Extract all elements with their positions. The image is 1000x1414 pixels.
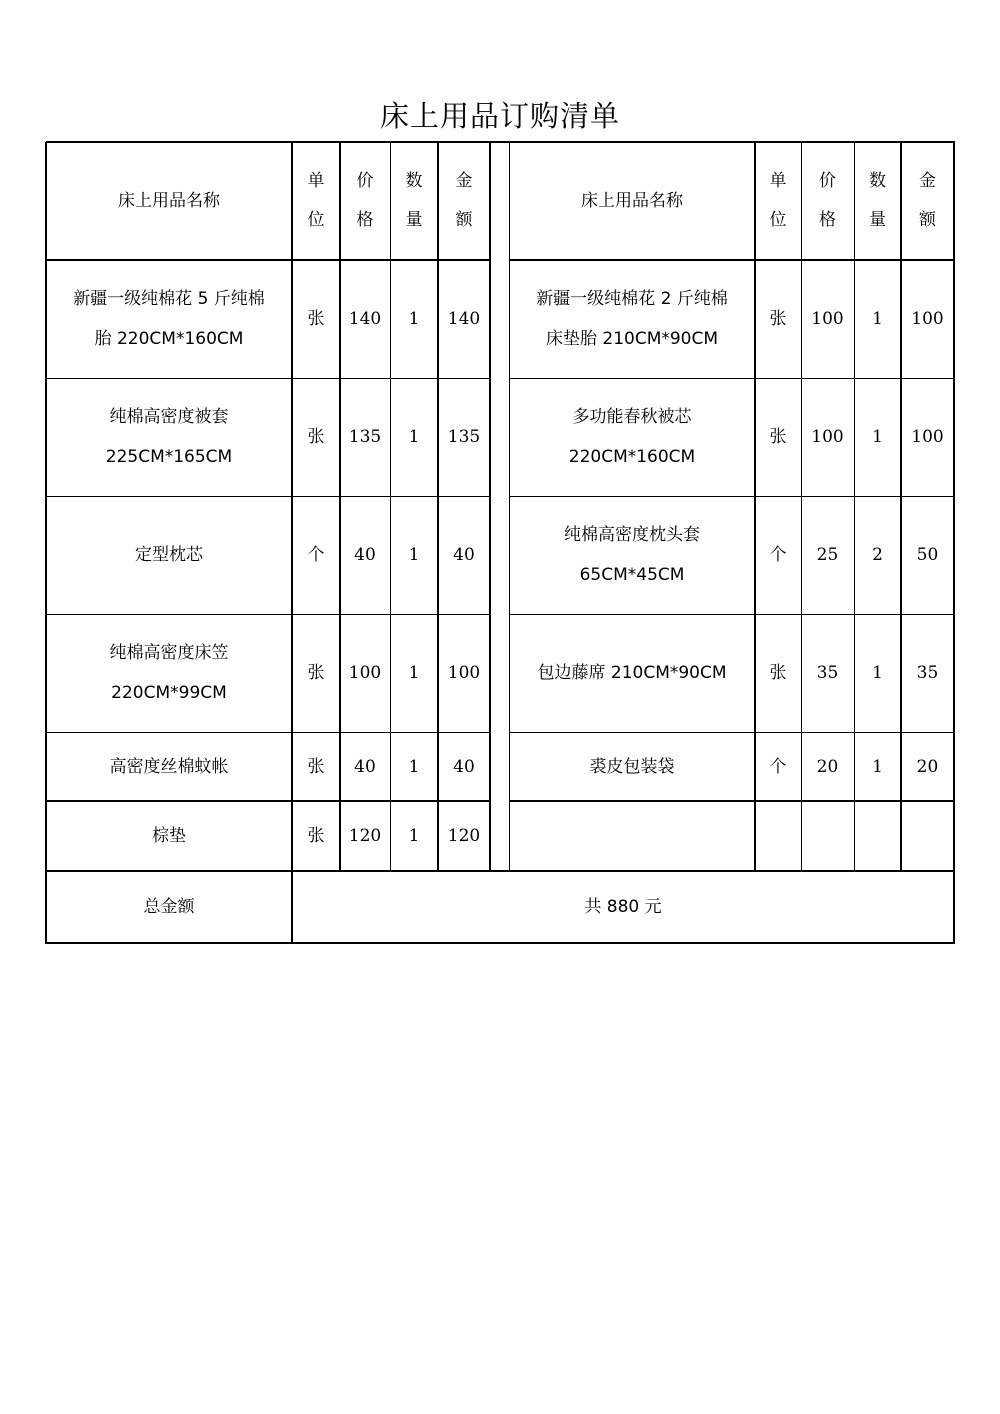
header-char: 额 <box>455 210 473 230</box>
left-item-name <box>46 614 292 732</box>
right-item-qty <box>854 260 901 378</box>
page-title: 床上用品订购清单 <box>379 99 620 133</box>
item-amount: 40 <box>453 756 475 777</box>
right-header-price <box>801 142 854 260</box>
item-name-line1: 新疆一级纯棉花 5 斤纯棉 <box>73 289 265 309</box>
item-qty: 1 <box>408 545 420 565</box>
table-rule <box>291 142 293 944</box>
table-rule <box>854 142 855 871</box>
header-price-label <box>357 162 374 240</box>
item-amount: 100 <box>911 309 944 329</box>
item-price: 100 <box>348 663 382 683</box>
right-item-price <box>801 260 854 378</box>
total-value: 共 880 元 <box>584 897 662 917</box>
item-name <box>537 653 726 693</box>
left-header-unit <box>292 142 340 260</box>
item-unit: 张 <box>769 309 787 329</box>
left-item-unit <box>292 378 340 496</box>
header-price-label <box>819 162 836 240</box>
left-item-qty <box>390 614 438 732</box>
right-item-price <box>801 732 854 801</box>
right-header-name <box>509 142 755 260</box>
header-char: 金 <box>455 171 473 191</box>
table-rule <box>46 496 490 497</box>
table-rule <box>801 142 802 871</box>
right-item-amount <box>901 260 954 378</box>
item-qty: 1 <box>408 663 420 683</box>
item-qty: 1 <box>408 309 420 329</box>
left-item-name <box>46 496 292 614</box>
table-rule <box>900 142 902 871</box>
item-name <box>106 397 232 477</box>
header-char: 金 <box>919 171 936 191</box>
item-name <box>590 747 675 787</box>
item-amount: 100 <box>447 663 481 683</box>
right-item-qty <box>854 614 901 732</box>
table-rule <box>509 142 510 871</box>
item-qty: 1 <box>872 663 883 683</box>
table-rule <box>46 800 490 802</box>
item-unit: 张 <box>307 756 325 777</box>
item-price: 135 <box>348 427 382 447</box>
header-char: 量 <box>869 210 886 230</box>
item-name-line1: 定型枕芯 <box>135 545 203 565</box>
header-char: 位 <box>769 210 787 230</box>
table-rule <box>46 378 490 379</box>
table-rule <box>339 142 341 871</box>
header-amount-label <box>919 162 936 240</box>
right-item-amount <box>901 801 954 871</box>
left-item-name <box>46 378 292 496</box>
item-amount: 50 <box>916 545 939 565</box>
left-item-price <box>340 378 390 496</box>
left-item-unit <box>292 801 340 871</box>
item-name-line1: 多功能春秋被芯 <box>572 407 692 427</box>
item-name-line2: 胎 220CM*160CM <box>94 329 244 349</box>
item-name-line2: 220CM*99CM <box>111 683 227 703</box>
item-amount: 100 <box>911 427 944 447</box>
left-item-amount <box>438 378 490 496</box>
item-unit: 个 <box>769 756 787 777</box>
left-header-qty <box>390 142 438 260</box>
right-item-price <box>801 614 854 732</box>
right-item-name <box>509 378 755 496</box>
table-rule <box>754 142 756 871</box>
right-item-amount <box>901 378 954 496</box>
header-unit-label <box>770 162 787 240</box>
right-item-price <box>801 496 854 614</box>
left-item-qty <box>390 801 438 871</box>
left-item-amount <box>438 614 490 732</box>
item-name <box>564 515 700 595</box>
left-item-qty <box>390 378 438 496</box>
left-item-price <box>340 496 390 614</box>
header-qty-label <box>869 162 886 240</box>
item-name-line1: 纯棉高密度枕头套 <box>564 525 700 545</box>
item-name-line1: 纯棉高密度床笠 <box>109 643 229 663</box>
total-label-cell <box>46 871 292 943</box>
item-amount: 120 <box>447 826 481 846</box>
table-rule <box>509 496 955 497</box>
right-item-unit <box>755 614 801 732</box>
header-name-label: 床上用品名称 <box>118 191 220 211</box>
left-item-amount <box>438 260 490 378</box>
item-unit: 张 <box>307 309 325 329</box>
item-amount: 40 <box>453 545 475 565</box>
left-item-price <box>340 614 390 732</box>
header-unit-label <box>308 162 325 240</box>
left-item-amount <box>438 496 490 614</box>
left-item-price <box>340 732 390 801</box>
right-item-unit <box>755 496 801 614</box>
item-name <box>569 397 695 477</box>
header-char: 价 <box>819 171 836 191</box>
right-header-unit <box>755 142 801 260</box>
left-item-unit <box>292 732 340 801</box>
left-item-amount <box>438 801 490 871</box>
table-rule <box>46 259 490 261</box>
right-item-qty <box>854 801 901 871</box>
item-name-line1: 新疆一级纯棉花 2 斤纯棉 <box>536 289 728 309</box>
left-item-name <box>46 801 292 871</box>
table-rule <box>46 614 490 615</box>
table-rule <box>953 142 955 944</box>
left-item-qty <box>390 732 438 801</box>
right-item-qty <box>854 378 901 496</box>
left-item-unit <box>292 614 340 732</box>
header-char: 单 <box>769 171 787 191</box>
table-rule <box>46 732 490 733</box>
item-price: 40 <box>354 545 376 565</box>
item-amount: 35 <box>916 663 939 683</box>
left-item-qty <box>390 260 438 378</box>
item-name-line2: 225CM*165CM <box>105 447 233 467</box>
item-name <box>73 279 265 359</box>
item-price: 25 <box>816 545 839 565</box>
item-amount: 20 <box>916 756 939 777</box>
right-header-qty <box>854 142 901 260</box>
table-rule <box>509 259 955 261</box>
table-rule <box>509 378 955 379</box>
item-name <box>110 747 229 787</box>
item-qty: 1 <box>408 427 420 447</box>
left-header-name <box>46 142 292 260</box>
left-header-price <box>340 142 390 260</box>
right-item-price <box>801 801 854 871</box>
header-char: 格 <box>356 210 374 230</box>
item-price: 140 <box>348 309 382 329</box>
right-item-qty <box>854 732 901 801</box>
item-name-line1: 纯棉高密度被套 <box>109 407 229 427</box>
left-item-qty <box>390 496 438 614</box>
header-char: 单 <box>307 171 325 191</box>
total-label: 总金额 <box>143 897 195 917</box>
right-item-amount <box>901 496 954 614</box>
table-rule <box>45 142 47 944</box>
item-name-line2: 床垫胎 210CM*90CM <box>545 329 719 349</box>
item-qty: 1 <box>872 756 883 777</box>
item-name <box>110 633 229 713</box>
header-char: 位 <box>307 210 325 230</box>
right-item-price <box>801 378 854 496</box>
right-item-qty <box>854 496 901 614</box>
table-rule <box>46 141 955 143</box>
right-item-unit <box>755 378 801 496</box>
item-name-line1: 包边藤席 210CM*90CM <box>537 663 727 683</box>
right-item-name <box>509 732 755 801</box>
header-char: 格 <box>819 210 836 230</box>
item-price: 100 <box>811 309 844 329</box>
left-item-name <box>46 260 292 378</box>
item-name-line1: 棕垫 <box>152 826 186 846</box>
table-rule <box>509 614 955 615</box>
left-item-price <box>340 260 390 378</box>
table-rule <box>46 870 955 872</box>
left-item-price <box>340 801 390 871</box>
table-rule <box>489 142 491 871</box>
item-name <box>152 816 186 856</box>
item-name <box>135 535 203 575</box>
item-qty: 1 <box>872 309 883 329</box>
item-unit: 张 <box>769 663 787 683</box>
item-amount: 140 <box>447 309 481 329</box>
right-item-name <box>509 496 755 614</box>
header-qty-label <box>406 162 423 240</box>
header-char: 数 <box>869 171 886 191</box>
left-header-amount <box>438 142 490 260</box>
left-item-unit <box>292 260 340 378</box>
table-rule <box>509 732 955 733</box>
header-char: 数 <box>405 171 423 191</box>
left-item-name <box>46 732 292 801</box>
item-price: 100 <box>811 427 844 447</box>
item-name-line2: 220CM*160CM <box>568 447 696 467</box>
item-name-line1: 高密度丝棉蚊帐 <box>109 756 229 777</box>
header-char: 价 <box>356 171 374 191</box>
item-qty: 1 <box>408 826 420 846</box>
table-rule <box>46 942 955 944</box>
item-name-line2: 65CM*45CM <box>579 565 685 585</box>
item-unit: 张 <box>769 427 787 447</box>
table-rule <box>390 142 391 871</box>
right-item-unit <box>755 260 801 378</box>
right-item-name <box>509 801 755 871</box>
right-item-amount <box>901 732 954 801</box>
item-unit: 张 <box>307 427 325 447</box>
table-rule <box>437 142 439 871</box>
order-table <box>46 142 954 943</box>
total-value-cell <box>292 871 954 943</box>
item-price: 35 <box>816 663 839 683</box>
item-name <box>536 279 728 359</box>
left-item-amount <box>438 732 490 801</box>
item-price: 20 <box>816 756 839 777</box>
right-item-name <box>509 260 755 378</box>
right-header-amount <box>901 142 954 260</box>
item-unit: 个 <box>769 545 787 565</box>
left-item-unit <box>292 496 340 614</box>
item-unit: 张 <box>307 826 325 846</box>
right-item-unit <box>755 801 801 871</box>
item-qty: 1 <box>408 756 420 777</box>
item-name-line1: 裘皮包装袋 <box>589 756 675 777</box>
header-amount-label <box>456 162 473 240</box>
item-qty: 1 <box>872 427 883 447</box>
right-item-unit <box>755 732 801 801</box>
item-unit: 个 <box>307 545 325 565</box>
header-name-label: 床上用品名称 <box>581 191 683 211</box>
right-item-name <box>509 614 755 732</box>
item-price: 40 <box>354 756 376 777</box>
header-char: 量 <box>405 210 423 230</box>
item-unit: 张 <box>307 663 325 683</box>
item-qty: 2 <box>872 545 883 565</box>
right-item-amount <box>901 614 954 732</box>
header-char: 额 <box>919 210 936 230</box>
table-rule <box>509 800 955 802</box>
item-price: 120 <box>348 826 382 846</box>
item-amount: 135 <box>447 427 481 447</box>
